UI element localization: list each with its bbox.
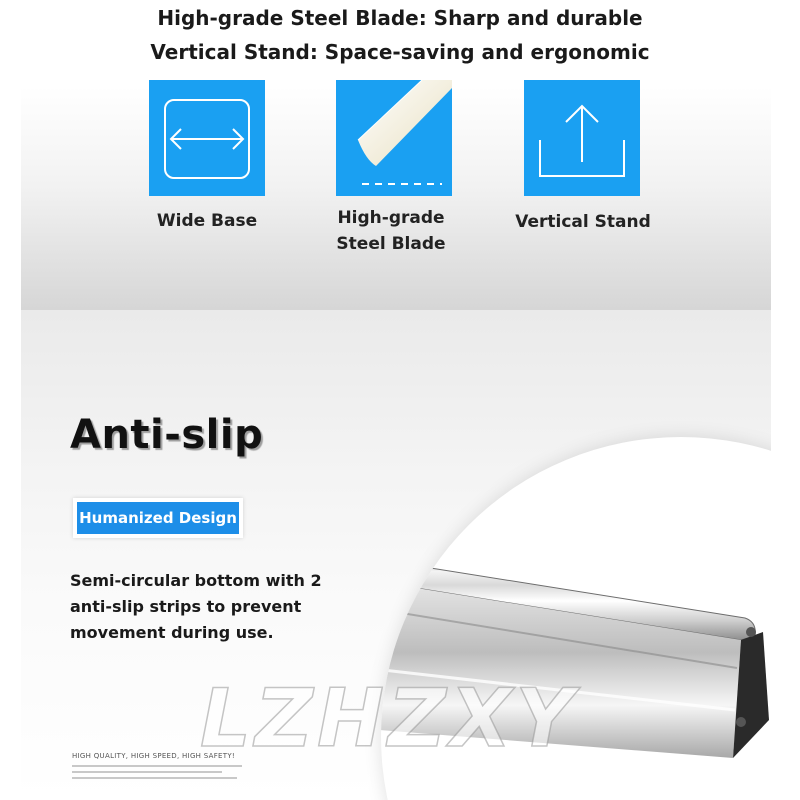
fine-print-lines: [72, 765, 242, 783]
feature-label-steel-blade-line2: Steel Blade: [336, 234, 446, 254]
brand-watermark: LZHZXY: [200, 672, 578, 765]
feature-label-steel-blade-line1: High-grade: [337, 208, 445, 228]
headline-steel-blade: High-grade Steel Blade: Sharp and durable: [157, 6, 643, 30]
humanized-design-badge: [73, 498, 243, 538]
vertical-stand-tile: [524, 80, 640, 196]
steel-blade-tile: [336, 80, 452, 196]
feature-label-vertical-stand: Vertical Stand: [515, 212, 651, 232]
upload-tray-icon: [524, 80, 640, 196]
double-arrow-icon: [149, 80, 265, 196]
feature-label-wide-base: Wide Base: [156, 211, 258, 231]
steel-blade-icon: [336, 80, 452, 196]
anti-slip-description: Semi-circular bottom with 2 anti-slip strips to prevent movement during use.: [70, 571, 322, 642]
feature-label-steel-blade: [311, 205, 471, 257]
humanized-design-label: Humanized Design: [77, 502, 239, 534]
wide-base-tile: [149, 80, 265, 196]
anti-slip-title: Anti-slip: [70, 412, 264, 458]
headline-vertical-stand: Vertical Stand: Space-saving and ergonomic: [150, 40, 650, 64]
fine-print: HIGH QUALITY, HIGH SPEED, HIGH SAFETY!: [72, 752, 236, 760]
